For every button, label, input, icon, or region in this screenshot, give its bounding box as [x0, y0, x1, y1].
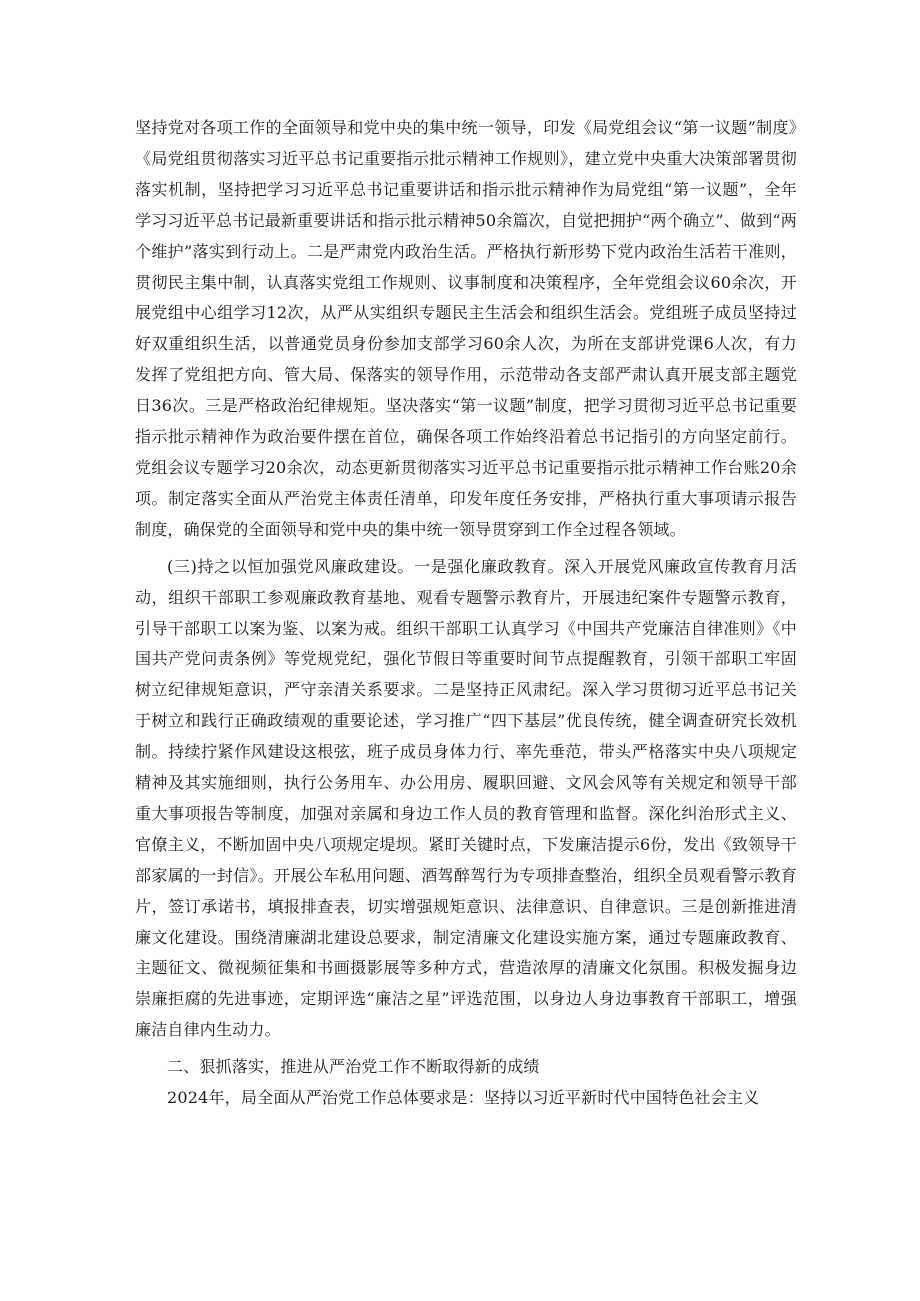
paragraph-clean-governance: (三)持之以恒加强党风廉政建设。一是强化廉政教育。深入开展党风廉政宣传教育月活动，组织干部职工参观廉政教育基地、观看专题警示教育片，开展违纪案件专题警示教育，引导干部职工以案为鉴、以案为戒。组织干部职工认真学习《中国共产党廉洁自律准则》《中国共产党问责条例》等党规党纪，强化节假日等重要时间节点提醒教育，引领干部职工牢固树立纪律规矩意识，严守亲清关系要求。二是坚持正风肃纪。深入学习贯彻习近平总书记关于树立和践行正确政绩观的重要论述，学习推广“四下基层”优良传统，健全调查研究长效机制。持续拧紧作风建设这根弦，班子成员身体力行、率先垂范，带头严格落实中央八项规定精神及其实施细则，执行公务用车、办公用房、履职回避、文风会风等有关规定和领导干部重大事项报告等制度，加强对亲属和身边工作人员的教育管理和监督。深化纠治形式主义、官僚主义，不断加固中央八项规定堤坝。紧盯关键时点，下发廉洁提示6份，发出《致领导干部家属的一封信》。开展公车私用问题、酒驾醉驾行为专项排查整治，组织全员观看警示教育片，签订承诺书，填报排查表，切实增强规矩意识、法律意识、自律意识。三是创新推进清廉文化建设。围绕清廉湖北建设总要求，制定清廉文化建设实施方案，通过专题廉政教育、主题征文、微视频征集和书画摄影展等多种方式，营造浓厚的清廉文化氛围。积极发掘身边崇廉拒腐的先进事迹，定期评选“廉洁之星”评选范围，以身边人身边事教育干部职工，增强廉洁自律内生动力。: [135, 556, 797, 1040]
paragraph-2024-requirements: 2024年，局全面从严治党工作总体要求是：坚持以习近平新时代中国特色社会主义: [167, 1088, 760, 1108]
section-heading: 二、狠抓落实，推进从严治党工作不断取得新的成绩: [167, 1057, 540, 1077]
paragraph-political-leadership: 坚持党对各项工作的全面领导和党中央的集中统一领导，印发《局党组会议“第一议题”制度》《局党组贯彻落实习近平总书记重要指示批示精神工作规则》，建立党中央重大决策部署贯彻落实机制，坚持把学习习近平总书记重要讲话和指示批示精神作为局党组“第一议题”，全年学习习近平总书记最新重要讲话和指示批示精神50余篇次，自觉把拥护“两个确立”、做到“两个维护”落实到行动上。二是严肃党内政治生活。严格执行新形势下党内政治生活若干准则，贯彻民主集中制，认真落实党组工作规则、议事制度和决策程序，全年党组会议60余次，开展党组中心组学习12次，从严从实组织专题民主生活会和组织生活会。党组班子成员坚持过好双重组织生活，以普通党员身份参加支部学习60余人次，为所在支部讲党课6人次，有力发挥了党组把方向、管大局、保落实的领导作用，示范带动各支部严肃认真开展支部主题党日36次。三是严格政治纪律规矩。坚决落实“第一议题”制度，把学习贯彻习近平总书记重要指示批示精神作为政治要件摆在首位，确保各项工作始终沿着总书记指引的方向坚定前行。党组会议专题学习20余次，动态更新贯彻落实习近平总书记重要指示批示精神工作台账20余项。制定落实全面从严治党主体责任清单，印发年度任务安排，严格执行重大事项请示报告制度，确保党的全面领导和党中央的集中统一领导贯穿到工作全过程各领域。: [135, 118, 797, 539]
document-body: [135, 113, 797, 1114]
